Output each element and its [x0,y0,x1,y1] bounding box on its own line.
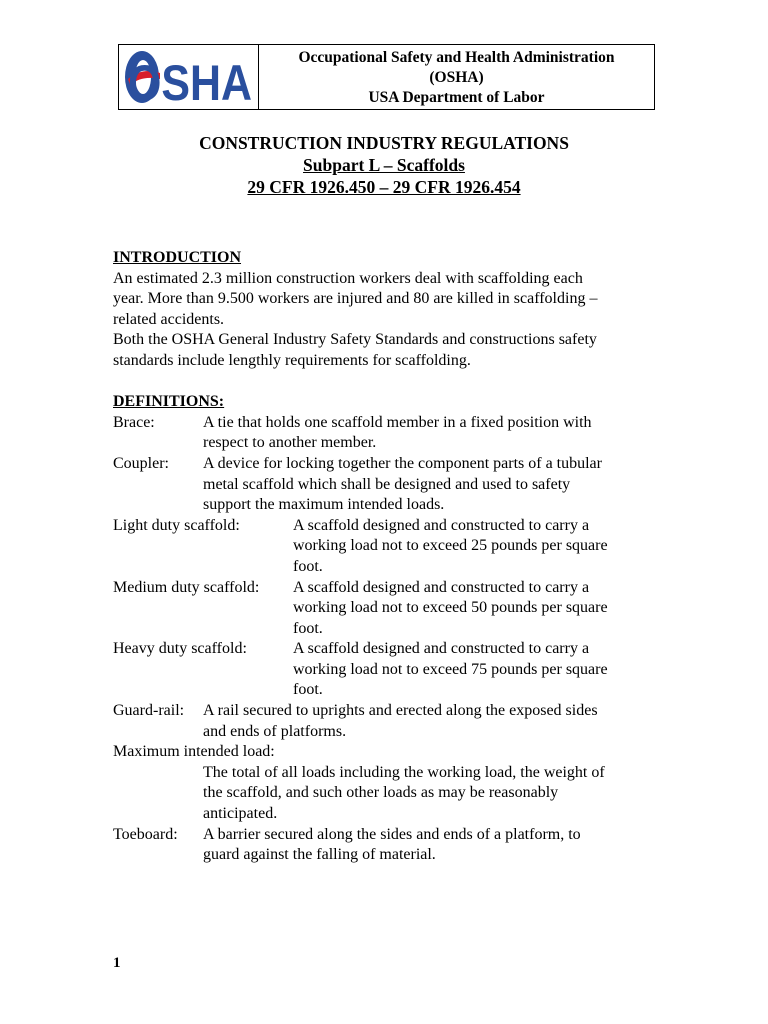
spacer [113,372,673,393]
definition-term: Coupler: [113,454,169,472]
definition-line: foot. [293,619,323,637]
definition-line: guard against the falling of material. [203,846,436,864]
definition-line: metal scaffold which shall be designed and used to safety [203,475,571,493]
agency-info [259,48,654,108]
definition-text [203,825,673,866]
title-line-2: Subpart L – Scaffolds [303,155,465,175]
definition-line: working load not to exceed 50 pounds per square [293,599,608,617]
definition-line: A scaffold designed and constructed to carry a [293,516,590,534]
definition-term: Medium duty scaffold: [113,578,260,596]
definition-term: Brace: [113,413,155,431]
definition-line: support the maximum intended loads. [203,496,445,514]
definition-toeboard [113,825,673,866]
intro-line: standards include lengthly requirements for scaffolding. [113,351,471,369]
definition-line: A device for locking together the component parts of a tubular [203,454,602,472]
definition-term: Light duty scaffold: [113,516,240,534]
osha-logo [122,49,254,111]
introduction-heading: INTRODUCTION [113,249,242,266]
title-line-3: 29 CFR 1926.450 – 29 CFR 1926.454 [247,177,521,197]
definition-line: A rail secured to uprights and erected along the exposed sides [203,702,598,720]
definition-term: Toeboard: [113,825,178,843]
definition-line: A scaffold designed and constructed to carry a [293,578,590,596]
document-title [0,132,768,198]
header-box [118,44,655,110]
definition-text [203,701,673,742]
definition-line: A scaffold designed and constructed to carry a [293,640,590,658]
definition-line: and ends of platforms. [203,722,347,740]
definition-text [203,454,673,516]
intro-line: Both the OSHA General Industry Safety Standards and constructions safety [113,331,597,349]
definition-text [293,578,673,640]
agency-acronym: (OSHA) [429,69,484,86]
definition-line: foot. [293,557,323,575]
definition-heavy-duty [113,639,673,701]
logo-text: OSHA [128,55,252,111]
definition-guard-rail [113,701,673,742]
definition-line: A tie that holds one scaffold member in a fixed position with [203,413,592,431]
definition-light-duty [113,516,673,578]
definition-coupler [113,454,673,516]
title-line-1: CONSTRUCTION INDUSTRY REGULATIONS [199,133,569,153]
intro-line: An estimated 2.3 million construction workers deal with scaffolding each [113,269,583,287]
definition-brace [113,413,673,454]
definition-term: Maximum intended load: [113,743,275,761]
definition-line: A barrier secured along the sides and ends of a platform, to [203,825,581,843]
definition-line: foot. [293,681,323,699]
definition-text [203,413,673,454]
definition-line: respect to another member. [203,434,377,452]
agency-department: USA Department of Labor [368,89,545,106]
definitions-heading: DEFINITIONS: [113,393,225,411]
intro-line: related accidents. [113,310,225,328]
logo-cell [119,45,259,109]
definition-text [113,763,673,825]
definition-maximum-intended-load [113,742,673,824]
definition-line: The total of all loads including the working load, the weight of [203,763,605,781]
definition-line: anticipated. [203,805,278,823]
definition-text [293,516,673,578]
definition-term: Guard-rail: [113,702,185,720]
definition-term: Heavy duty scaffold: [113,640,247,658]
definition-line: working load not to exceed 25 pounds per square [293,537,608,555]
document-body [113,248,673,866]
definition-text [293,639,673,701]
page-number: 1 [113,955,121,971]
intro-line: year. More than 9.500 workers are injured and 80 are killed in scaffolding – [113,290,598,308]
agency-name: Occupational Safety and Health Administration [298,49,615,66]
definition-medium-duty [113,578,673,640]
definition-line: working load not to exceed 75 pounds per square [293,660,608,678]
definition-line: the scaffold, and such other loads as may be reasonably [203,784,559,802]
